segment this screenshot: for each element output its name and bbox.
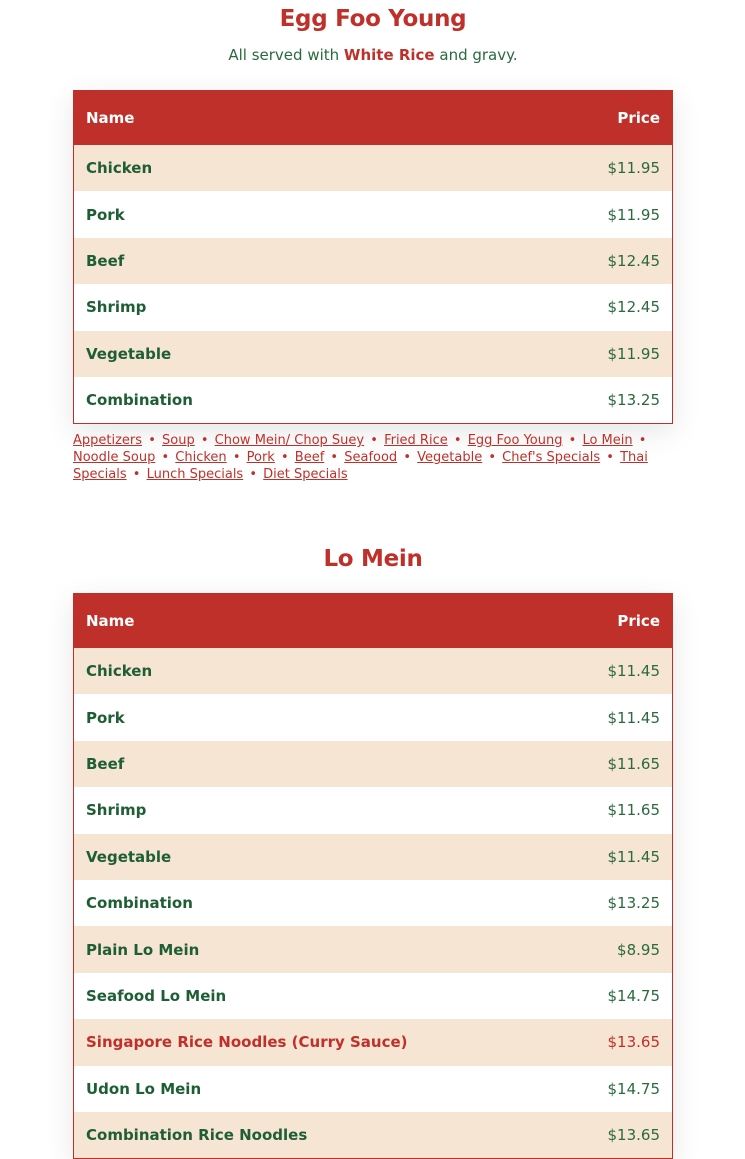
item-price: $11.95	[607, 159, 660, 178]
item-price: $12.45	[607, 298, 660, 317]
table-row	[74, 648, 672, 694]
item-name: Combination	[86, 894, 193, 913]
header-price: Price	[617, 612, 660, 630]
table-header	[74, 594, 672, 648]
item-price: $13.25	[607, 391, 660, 410]
item-price: $14.75	[607, 1079, 660, 1098]
nav-separator: •	[606, 450, 614, 466]
table-row	[74, 787, 672, 833]
item-name: Combination Rice Noodles	[86, 1126, 308, 1145]
nav-link-soup[interactable]: Soup	[162, 433, 195, 449]
table-row	[74, 834, 672, 880]
table-row	[74, 741, 672, 787]
table-row	[74, 1112, 672, 1158]
table-row	[74, 1066, 672, 1112]
header-name: Name	[86, 612, 135, 630]
item-name: Combination	[86, 391, 193, 410]
item-name: Udon Lo Mein	[86, 1079, 202, 1098]
item-name: Pork	[86, 708, 125, 727]
item-name: Beef	[86, 251, 125, 270]
nav-separator: •	[200, 433, 209, 449]
item-name: Vegetable	[86, 847, 172, 866]
item-price: $11.95	[607, 344, 660, 363]
table-row	[74, 694, 672, 740]
table-row	[74, 880, 672, 926]
table-body	[74, 145, 672, 423]
item-name: Plain Lo Mein	[86, 940, 200, 959]
egg-foo-young-table	[73, 90, 673, 424]
nav-separator: •	[232, 450, 241, 466]
nav-link-fried-rice[interactable]: Fried Rice	[384, 433, 448, 449]
nav-separator: •	[488, 450, 497, 466]
section-subtitle	[73, 46, 673, 64]
table-row	[74, 191, 672, 237]
nav-separator: •	[330, 450, 339, 466]
item-name: Pork	[86, 205, 125, 224]
category-nav	[73, 432, 673, 483]
nav-separator: •	[249, 467, 258, 483]
nav-link-lunch-specials[interactable]: Lunch Specials	[146, 467, 244, 483]
section-title: Lo Mein	[323, 546, 423, 572]
nav-separator: •	[370, 433, 378, 449]
nav-separator: •	[148, 433, 156, 449]
table-row	[74, 284, 672, 330]
nav-separator: •	[280, 450, 289, 466]
nav-separator: •	[638, 433, 647, 449]
item-price: $13.25	[607, 894, 660, 913]
item-price: $12.45	[607, 251, 660, 270]
table-row	[74, 973, 672, 1019]
header-name: Name	[86, 109, 135, 127]
table-row	[74, 238, 672, 284]
lo-mein-table	[73, 593, 673, 1159]
item-name: Beef	[86, 754, 125, 773]
nav-link-pork[interactable]: Pork	[246, 450, 275, 466]
nav-link-chicken[interactable]: Chicken	[175, 450, 227, 466]
nav-separator: •	[132, 467, 141, 483]
item-price: $11.45	[607, 708, 660, 727]
item-price: $11.65	[607, 801, 660, 820]
nav-link-chef-s-specials[interactable]: Chef's Specials	[502, 450, 601, 466]
table-row	[74, 377, 672, 423]
nav-separator: •	[453, 433, 462, 449]
lo-mein-table-wrap	[73, 593, 673, 1159]
item-name: Vegetable	[86, 344, 172, 363]
nav-link-egg-foo-young[interactable]: Egg Foo Young	[467, 433, 563, 449]
table-row	[74, 926, 672, 972]
nav-link-appetizers[interactable]: Appetizers	[73, 433, 143, 449]
nav-separator: •	[403, 450, 411, 466]
section-title: Egg Foo Young	[279, 6, 467, 32]
nav-link-vegetable[interactable]: Vegetable	[417, 450, 483, 466]
item-price: $13.65	[607, 1126, 660, 1145]
table-row	[74, 1019, 672, 1065]
lo-mein-section	[73, 546, 673, 572]
subtitle-highlight: White Rice	[343, 46, 435, 64]
item-name: Chicken	[86, 159, 153, 178]
nav-separator: •	[161, 450, 170, 466]
nav-link-thai-specials[interactable]: Thai Specials	[73, 450, 648, 483]
egg-foo-young-section	[73, 6, 673, 64]
item-name: Shrimp	[86, 801, 147, 820]
nav-link-noodle-soup[interactable]: Noodle Soup	[73, 450, 156, 466]
subtitle-prefix: All served with	[228, 46, 344, 64]
nav-link-diet-specials[interactable]: Diet Specials	[263, 467, 348, 483]
item-name: Seafood Lo Mein	[86, 986, 227, 1005]
item-price: $8.95	[617, 940, 660, 959]
item-price: $14.75	[607, 986, 660, 1005]
subtitle-suffix: and gravy.	[434, 46, 518, 64]
table-row	[74, 331, 672, 377]
item-price: $11.45	[607, 847, 660, 866]
item-name: Singapore Rice Noodles (Curry Sauce)	[86, 1033, 408, 1052]
item-name: Chicken	[86, 662, 153, 681]
nav-link-beef[interactable]: Beef	[294, 450, 325, 466]
nav-link-lo-mein[interactable]: Lo Mein	[582, 433, 633, 449]
item-price: $11.95	[607, 205, 660, 224]
header-price: Price	[617, 109, 660, 127]
item-price: $11.65	[607, 754, 660, 773]
nav-link-seafood[interactable]: Seafood	[344, 450, 398, 466]
item-price: $13.65	[607, 1033, 660, 1052]
table-body	[74, 648, 672, 1158]
nav-separator: •	[568, 433, 577, 449]
egg-foo-young-table-wrap	[73, 90, 673, 483]
item-price: $11.45	[607, 662, 660, 681]
table-header	[74, 91, 672, 145]
nav-link-chow-mein-chop-suey[interactable]: Chow Mein/ Chop Suey	[214, 433, 365, 449]
table-row	[74, 145, 672, 191]
item-name: Shrimp	[86, 298, 147, 317]
